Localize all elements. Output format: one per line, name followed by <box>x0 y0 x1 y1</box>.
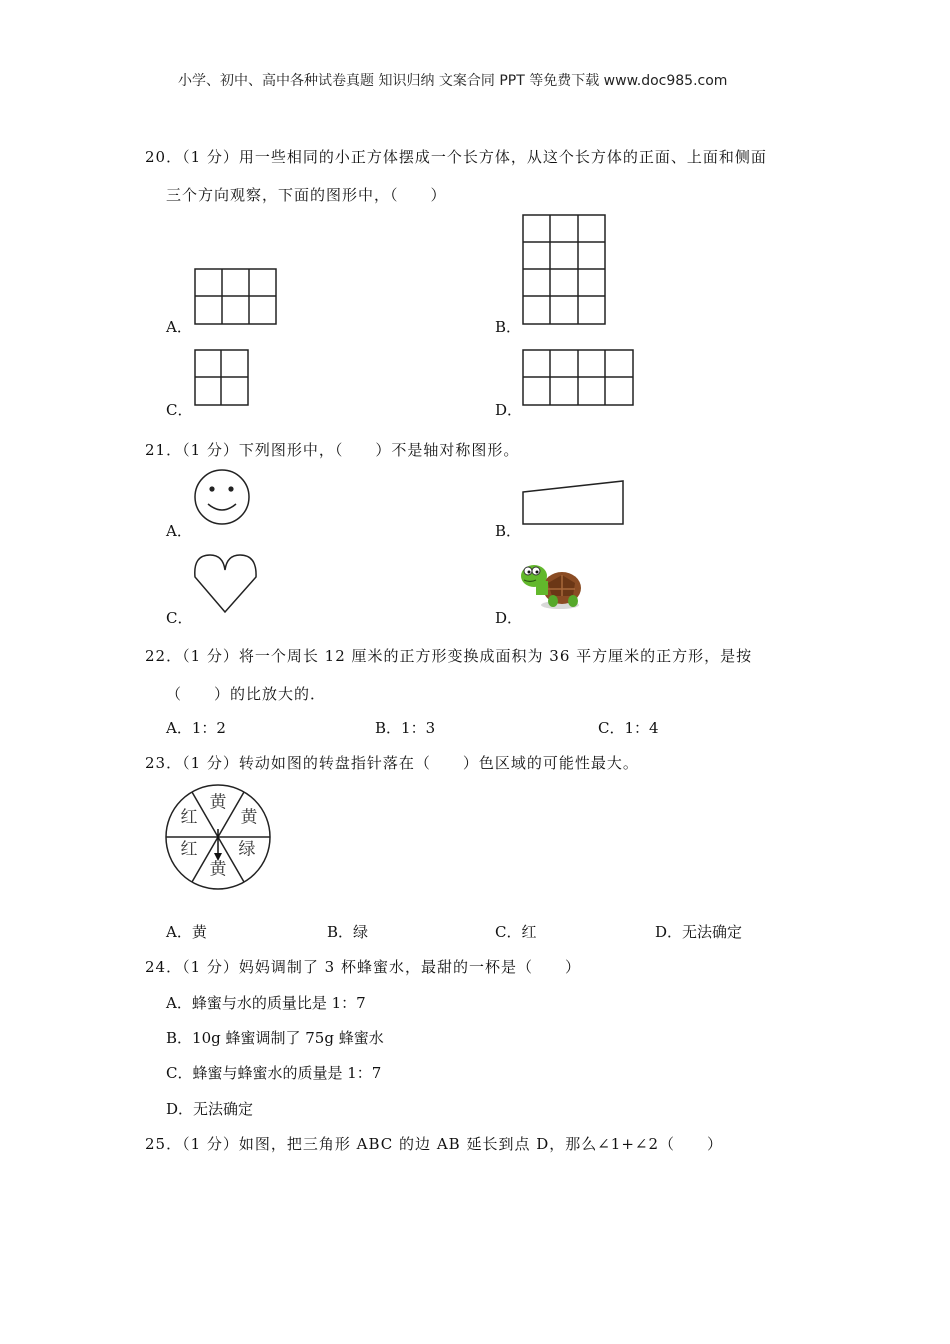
q23-option-c[interactable]: C．红 <box>495 923 537 941</box>
q20-option-b-label[interactable]: B． <box>495 318 522 336</box>
q22-option-b[interactable]: B．1：3 <box>375 719 436 737</box>
q21-option-c-label[interactable]: C． <box>166 609 193 627</box>
q20-figure-b-grid-4x3 <box>522 214 607 326</box>
q22-option-a[interactable]: A．1：2 <box>166 719 226 737</box>
q23-sector-lower-right: 绿 <box>238 839 256 860</box>
q25-stem: 25．（1 分）如图，把三角形 ABC 的边 AB 延长到点 D，那么∠1+∠2（ ） <box>145 1135 724 1153</box>
q21-option-d-label[interactable]: D． <box>495 609 523 627</box>
q20-stem-line2: 三个方向观察，下面的图形中，（ ） <box>166 186 447 204</box>
q21-stem: 21．（1 分）下列图形中，（ ）不是轴对称图形。 <box>145 441 520 459</box>
q24-option-c[interactable]: C．蜂蜜与蜂蜜水的质量是 1：7 <box>166 1064 382 1082</box>
q24-stem: 24．（1 分）妈妈调制了 3 杯蜂蜜水，最甜的一杯是（ ） <box>145 958 581 976</box>
page-header: 小学、初中、高中各种试卷真题 知识归纳 文案合同 PPT 等免费下载 www.doc985.com <box>178 73 728 89</box>
q21-smiley-face-icon <box>193 469 251 527</box>
q23-sector-upper-right: 黄 <box>240 807 258 828</box>
q23-option-a[interactable]: A．黄 <box>166 923 207 941</box>
q20-figure-d-grid-2x4 <box>522 349 635 407</box>
q23-stem: 23．（1 分）转动如图的转盘指针落在（ ）色区域的可能性最大。 <box>145 754 639 772</box>
q23-sector-upper-left: 红 <box>180 807 198 828</box>
q23-sector-top: 黄 <box>209 792 227 813</box>
q21-option-a-label[interactable]: A． <box>166 522 192 540</box>
q23-sector-bottom: 黄 <box>209 859 227 880</box>
q21-option-b-label[interactable]: B． <box>495 522 522 540</box>
q21-turtle-icon <box>518 561 584 613</box>
q23-sector-lower-left: 红 <box>180 839 198 860</box>
q23-spinner-wheel <box>164 783 274 893</box>
q21-trapezoid-shape <box>522 480 626 526</box>
q24-option-b[interactable]: B．10g 蜂蜜调制了 75g 蜂蜜水 <box>166 1029 384 1047</box>
q20-stem-line1: 20．（1 分）用一些相同的小正方体摆成一个长方体，从这个长方体的正面、上面和侧面 <box>145 148 767 166</box>
q21-heart-icon <box>193 552 259 614</box>
q24-option-d[interactable]: D．无法确定 <box>166 1100 254 1118</box>
q20-option-c-label[interactable]: C． <box>166 401 193 419</box>
q22-stem-line1: 22．（1 分）将一个周长 12 厘米的正方形变换成面积为 36 平方厘米的正方形，是按 <box>145 647 753 665</box>
q23-option-b[interactable]: B．绿 <box>327 923 369 941</box>
q22-stem-line2: （ ）的比放大的． <box>166 685 327 703</box>
q20-option-d-label[interactable]: D． <box>495 401 523 419</box>
q20-figure-c-grid-2x2 <box>194 349 250 407</box>
q20-figure-a-grid-2x3 <box>194 268 278 326</box>
q23-option-d[interactable]: D．无法确定 <box>655 923 743 941</box>
q24-option-a[interactable]: A．蜂蜜与水的质量比是 1：7 <box>166 994 366 1012</box>
q20-option-a-label[interactable]: A． <box>166 318 192 336</box>
q22-option-c[interactable]: C．1：4 <box>598 719 659 737</box>
